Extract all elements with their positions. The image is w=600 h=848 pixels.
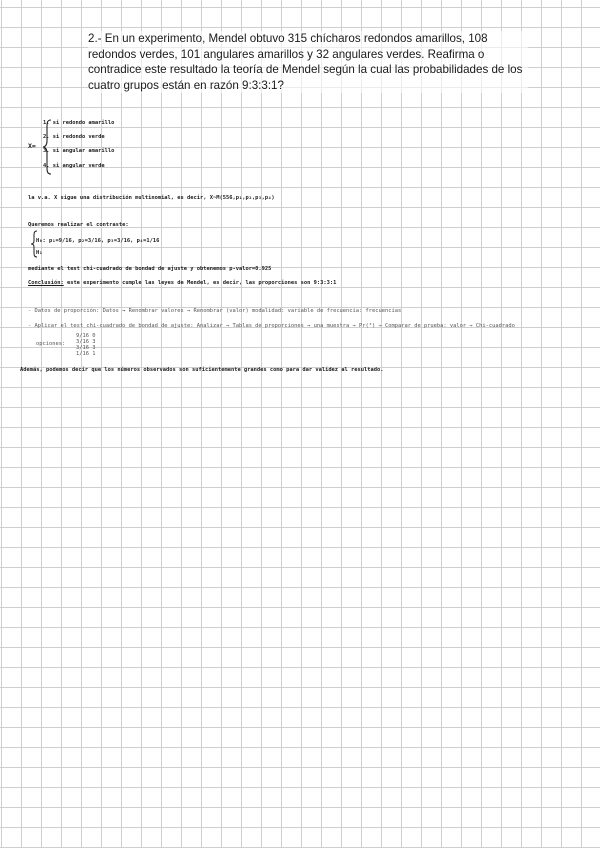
conclusion-line	[28, 280, 336, 287]
test-line: mediante el test chi-cuadrado de bondad de ajuste y obtenemos p-valor=0.925	[28, 266, 272, 272]
values-list	[76, 333, 95, 357]
value-item: 1/16 1	[76, 351, 96, 357]
apply-line: - Aplicar el test chi-cuadrado de bondad de ajuste: Analizar → Tablas de proporciones → una muestra → Pr(³) → Comparar de prueba: valor → Chi-cuadrado	[28, 323, 515, 329]
null-hypothesis: H₀: p₁=9/16, p₂=3/16, p₃=3/16, p₄=1/16	[36, 238, 160, 244]
value-item: 9/16 0	[76, 333, 96, 339]
distribution-line: la v.a. X sigue una distribución multinomial, es decir, X~M(556,p₁,p₂,p₃,p₄)	[28, 195, 275, 201]
random-variable-definition	[28, 119, 168, 175]
case-item: 1. si redondo amarillo	[43, 120, 115, 126]
conclusion-text: este experimento cumple las leyes de Mendel, es decir, las proporciones son 9:3:3:1	[63, 280, 337, 286]
case-item: 2. si redondo verde	[43, 134, 105, 141]
x-label: X=	[28, 142, 36, 150]
value-item: 3/16 3	[76, 339, 96, 345]
opciones-label: opciones:	[36, 341, 66, 347]
case-item: 4. si angular verde	[43, 162, 105, 169]
question-text: 2.- En un experimento, Mendel obtuvo 315 chícharos redondos amarillos, 108 redondos verdes, 101 angulares amarillos y 32 angulares verdes. Reafirma o contradice este resultado la teoría de Mendel según la cual las probabilidades de los cuatro grupos están en razón 9:3:3:1?	[88, 31, 528, 93]
steps-line: - Datos de proporción: Datos → Renombrar valores → Renombrar (valor) modalidad: variable de frecuencia: frecuencias	[28, 308, 402, 314]
case-item: 3. si angular amarillo	[43, 148, 115, 155]
conclusion-label: Conclusión:	[28, 280, 64, 286]
final-remark: Además, podemos decir que los números observados son suficientemente grandes como para dar validez al resultado.	[20, 367, 384, 373]
value-item: 3/16 3	[76, 345, 96, 351]
alt-hypothesis: H₁	[36, 250, 43, 256]
contrast-line: Queremos realizar el contraste:	[28, 222, 129, 228]
hypothesis-system	[30, 230, 230, 260]
case-list	[43, 120, 114, 177]
